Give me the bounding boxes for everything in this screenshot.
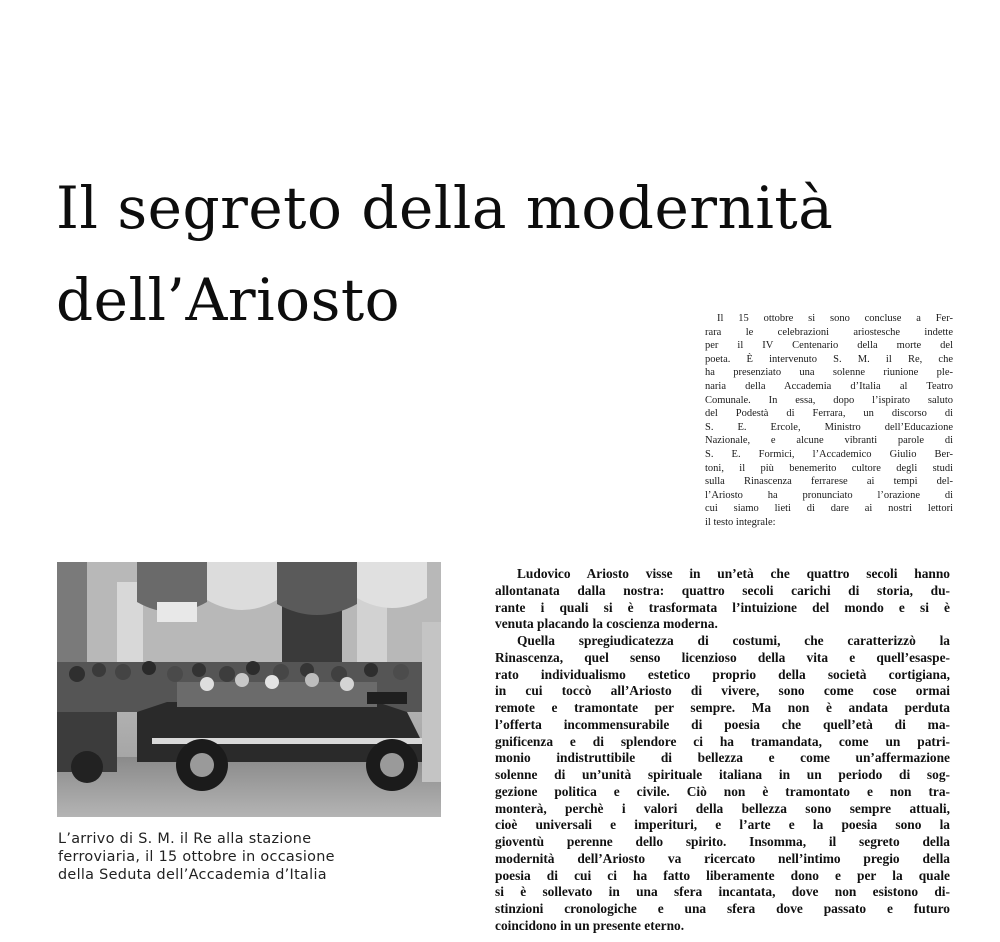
intro-line: del Podestà di Ferrara, un discorso di — [705, 408, 953, 420]
body-line: modernità dell’Ariosto va ricercato nell’intimo pregio della — [495, 850, 950, 866]
intro-line: toni, il più benemerito cultore degli studi — [705, 462, 953, 474]
article-intro — [705, 312, 953, 530]
body-line: gioventù perenne dello spirito. Insomma, il segreto della — [495, 834, 950, 849]
body-line: monio indistruttibile di bellezza e come un’affermazione — [495, 750, 950, 766]
royal-car-photo — [57, 562, 441, 817]
body-line: Quella spregiudicatezza di costumi, che caratterizzò la — [517, 633, 950, 648]
intro-line: Comunale. In essa, dopo l’ispirato saluto — [705, 394, 953, 406]
body-line: stinzioni cronologiche e una sfera dove passato e futuro — [495, 901, 950, 916]
article-body — [495, 566, 950, 935]
intro-line: naria della Accademia d’Italia al Teatro — [705, 380, 953, 392]
photo-caption — [58, 830, 442, 884]
intro-line: l’Ariosto ha pronunciato l’orazione di — [705, 489, 953, 501]
intro-line: sulla Rinascenza ferrarese ai tempi del- — [705, 476, 953, 488]
body-line: venuta placando la coscienza moderna. — [495, 616, 718, 632]
intro-line: il testo integrale: — [705, 516, 776, 528]
body-line: gnificenza e di splendore ci ha tramandata, come un patri- — [495, 733, 950, 749]
intro-line: Nazionale, e alcune vibranti parole di — [705, 435, 953, 447]
intro-line: poeta. È intervenuto S. M. il Re, che — [705, 353, 953, 365]
intro-line: Il 15 ottobre si sono concluse a Fer- — [717, 313, 953, 324]
caption-line: L’arrivo di S. M. il Re alla stazione — [58, 831, 312, 847]
body-line: in cui toccò all’Ariosto di vivere, sono come cose ormai — [495, 683, 950, 699]
intro-line: S. E. Formici, l’Accademico Giulio Ber- — [705, 448, 953, 460]
title-line-1: Il segreto della modernità — [56, 174, 834, 242]
intro-line: per il IV Centenario della morte del — [705, 340, 953, 352]
body-line: poesia di cui ci ha fatto liberamente dono e per la quale — [495, 867, 950, 883]
body-line: l’offerta incommensurabile di poesia che quell’età di ma- — [495, 716, 950, 732]
intro-line: ha presenziato una solenne riunione ple- — [705, 367, 953, 379]
body-line: remote e tramontate per sempre. Ma non è andata perduta — [495, 700, 950, 715]
photo-illustration — [57, 562, 441, 817]
caption-line: ferroviaria, il 15 ottobre in occasione — [58, 849, 335, 865]
body-line: cioè universali e imperituri, e l’arte e la poesia sono la — [495, 817, 950, 833]
caption-line: della Seduta dell’Accademia d’Italia — [58, 867, 327, 883]
body-line: monterà, perchè i valori della bellezza sono sempre attuali, — [495, 800, 950, 816]
intro-line: S. E. Ercole, Ministro dell’Educazione — [705, 421, 953, 433]
body-line: si è sollevato in una sfera incantata, dove non esistono di- — [495, 884, 950, 900]
body-line: allontanata dalla nostra: quattro secoli carichi di storia, du- — [495, 582, 950, 598]
body-line: gezione politica e civile. Ciò non è tramontato e non tra- — [495, 783, 950, 799]
intro-line: cui siamo lieti di dare ai nostri lettori — [705, 503, 953, 515]
body-line: rato individualismo estetico proprio della società cortigiana, — [495, 666, 950, 682]
body-line: coincidono in un presente eterno. — [495, 917, 685, 933]
body-line: Rinascenza, quel senso licenzioso della vita e quell’esaspe- — [495, 649, 950, 665]
body-line: Ludovico Ariosto visse in un’età che quattro secoli hanno — [517, 566, 950, 581]
title-line-2: dell’Ariosto — [56, 266, 401, 334]
body-line: solenne di un’unità spirituale italiana in un periodo di sog- — [495, 767, 950, 782]
body-line: rante i quali si è trasformata l’intuizione del mondo e si è — [495, 599, 950, 615]
intro-line: rara le celebrazioni ariostesche indette — [705, 326, 953, 338]
